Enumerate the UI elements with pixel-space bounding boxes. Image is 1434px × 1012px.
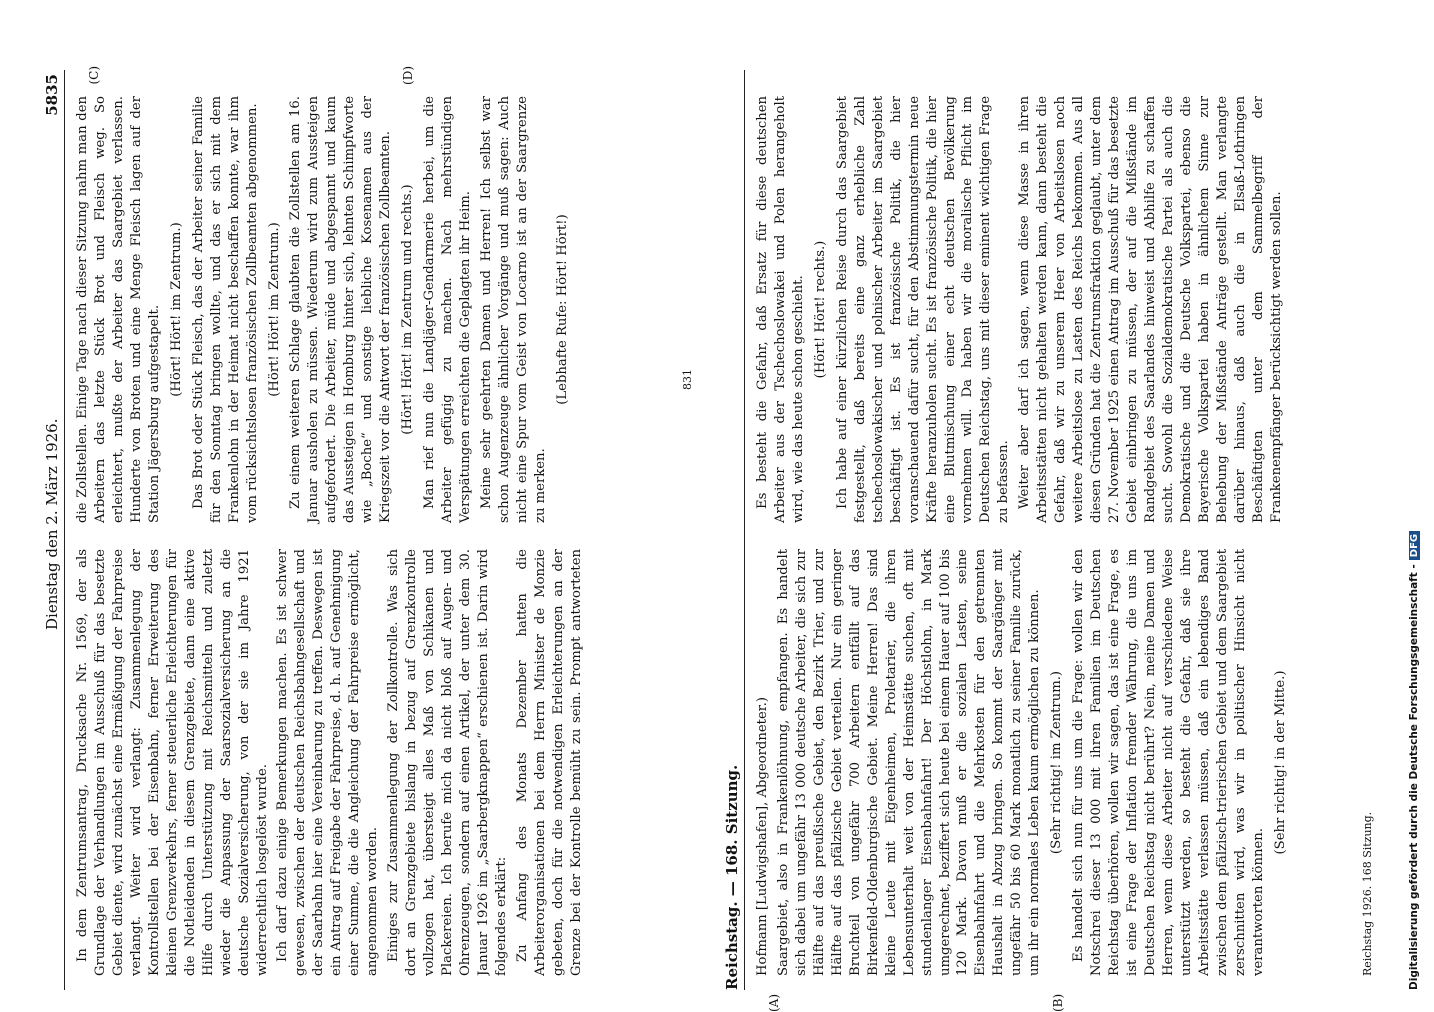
paragraph: Einiges zur Zusammenlegung der Zollkontrolle. Was sich dort an Grenzgebiete bislang in bezug auf Grenzkontrolle vollzogen hat, übersteigt alles Maß von Schikanen und Plackereien. Ich berufe mich da nicht bloß auf Augen- und Ohrenzeugen, sondern auf einen Artikel, der unter dem 30. Januar 1926 im „Saarbergknappen“ erschienen ist. Darin wird folgendes erklärt:: [386, 549, 509, 976]
credit-text: Digitalisierung gefördert durch die Deutsche Forschungsgemeinschaft -: [1408, 564, 1420, 990]
margin-marker-c: (C): [87, 66, 101, 85]
interjection: (Lebhafte Rufe: Hört! Hört!): [554, 214, 570, 405]
right-text-column: [74, 96, 680, 976]
paragraph: Saargebiet, also in Frankenlöhnung, empfangen. Es handelt sich dabei um ungefähr 13 000 deutsche Arbeiter, die sich zur Hälfte auf das preußische Gebiet, den Bezirk Trier, und zur Hälfte auf das pfälzische Gebiet verteilen. Nur ein geringer Bruchteil von ungefähr 700 Arbeitern entfällt auf das Birkenfeld-Oldenburgische Gebiet. Meine Herren! Das sind kleine Leute mit Eigenheimen, Proletarier, die ihren Lebensunterhalt weit von der Heimstätte suchen, oft mit stundenlanger Eisenbahnfahrt! Der Höchstlohn, in Mark umgerechnet, beziffert sich heute bei einem Hauer auf 100 bis 120 Mark. Davon muß er die sozialen Lasten, seine Eisenbahnfahrt und die Mehrkosten für den getrennten Haushalt in Abzug bringen. So kommt der Saargänger mit ungefähr 50 bis 60 Mark monatlich zu seiner Familie zurück, um ihr ein normales Leben kaum ermöglichen zu können.: [775, 549, 1043, 976]
interjection: (Sehr richtig! im Zentrum.): [1049, 670, 1065, 855]
paragraph: Das Brot oder Stück Fleisch, das der Arbeiter seiner Familie für den Sonntag bringen wollte, und das er sich mit dem Frankenlohn in der Heimat nicht beschaffen konnte, war ihm vom rücksichtslosen französischen Zollbeamten abgenommen.: [190, 96, 260, 523]
interjection: (Hört! Hört! rechts.): [812, 240, 828, 379]
paragraph: Zu Anfang des Monats Dezember hatten die Arbeiterorganisationen bei dem Herrn Minister de Monzie gebeten, doch für die notwendigen Erleichterungen an der Grenze bei der Kontrolle bemüht zu sein. Prompt antworteten die Zollstellen. Einige Tage nach dieser Sitzung nahm man den Arbeitern das letzte Stück Brot und Fleisch weg. So erleichtert, mußte der Arbeiter das Saargebiet verlassen. Hunderte von Broten und eine Menge Fleisch lagen auf der Station Jägersburg aufgestapelt.: [75, 96, 584, 976]
bottom-page-number: 831: [681, 369, 695, 390]
margin-marker-a: (A): [767, 993, 781, 1012]
interjection: (Hört! Hört! im Zentrum und rechts.): [400, 184, 416, 435]
paragraph: Weiter aber darf ich sagen, wenn diese Masse in ihren Arbeitsstätten nicht gehalten werden kann, dann besteht die Gefahr, daß wir zu unserem Heer von Arbeitslosen noch weitere Arbeitslose zu Lasten des Reichs bekommen. Aus all diesen Gründen hat die Zentrumsfraktion geglaubt, unter dem 27. November 1925 einen Antrag im Ausschuß für das besetzte Gebiet einbringen zu müssen, der auf die Mißstände im Randgebiet des Saarlandes hinweist und Abhilfe zu schaffen sucht. Sowohl die Sozialdemokratische Partei als auch die Demokratische und die Deutsche Volkspartei, ebenso die Bayerische Volkspartei haben in ähnlichem Sinne zur Behebung der Mißstände Anträge gestellt. Man verlangte darüber hinaus, daß auch die in Elsaß-Lothringen Beschäftigten unter dem Sammelbegriff der Frankenempfänger berücksichtigt werden sollen.: [1017, 96, 1284, 523]
paragraph: Ich darf dazu einige Bemerkungen machen. Es ist schwer gewesen, zwischen der deutschen Reichsbahngesellschaft und der Saarbahn hier eine Vereinbarung zu treffen. Deswegen ist ein Antrag auf Freigabe der Fahrpreise, d. h. auf Genehmigung einer Summe, die die Angleichung der Fahrpreise ermöglicht, angenommen worden.: [275, 549, 381, 976]
interjection: (Sehr richtig! in der Mitte.): [1272, 670, 1288, 855]
left-page-header: [720, 70, 745, 990]
header-date: Dienstag den 2. März 1926.: [43, 418, 61, 630]
footer-reichstag: Reichstag 1926. 168 Sitzung.: [1361, 811, 1375, 976]
header-session: Reichstag. — 168. Sitzung.: [723, 764, 741, 990]
right-page-half: [40, 66, 700, 990]
dfg-logo: DFG: [1409, 531, 1420, 560]
left-text-column: [754, 96, 1356, 976]
paragraph: Meine sehr geehrten Damen und Herren! Ich selbst war schon Augenzeuge ähnlicher Vorgänge und muß sagen: Auch nicht eine Spur vom Geist von Locarno ist an der Saargrenze zu merken.: [479, 96, 548, 523]
margin-marker-d: (D): [401, 66, 415, 85]
paragraph: Hofmann [Ludwigshafen], Abgeordneter.): [755, 697, 770, 976]
margin-marker-b: (B): [1051, 993, 1065, 1012]
rotated-sheet: [40, 66, 1380, 1012]
interjection: (Hört! Hört! im Zentrum.): [266, 222, 282, 397]
paragraph: Es besteht die Gefahr, daß Ersatz für diese deutschen Arbeiter aus der Tschechoslowakei und Polen herangeholt wird, wie das heute schon geschieht.: [755, 96, 806, 523]
paragraph: Ich habe auf einer kürzlichen Reise durch das Saargebiet festgestellt, daß bereits eine ganz erhebliche Zahl tschechoslowakischer und polnischer Arbeiter im Saargebiet beschäftigt ist. Es ist französische Politik, die hier voranschauend dafür sucht, für den Abstimmungstermin neue Kräfte heranzuholen sucht. Es ist französische Politik, die hier eine Blutmischung einer echt deutschen Bevölkerung vornehmen will. Da haben wir die moralische Pflicht im Deutschen Reichstag, uns mit dieser eminent wichtigen Frage zu befassen.: [834, 96, 1012, 523]
interjection: (Hört! Hört! im Zentrum.): [168, 222, 184, 397]
paragraph: In dem Zentrumsantrag, Drucksache Nr. 1569, der als Grundlage der Verhandlungen im Ausschuß für das besetzte Gebiet diente, wird zunächst eine Ermäßigung der Fahrpreise verlangt. Weiter wird verlangt: Zusammenlegung der Kontrollstellen bei der Eisenbahn, ferner Erweiterung des kleinen Grenzverkehrs, ferner steuerliche Erleichterungen für die Notleidenden in diesem Grenzgebiete, dann eine aktive Hilfe durch Unterstützung mit Reichsmitteln und zuletzt wieder die Anpassung der Saarsozialversicherung an die deutsche Sozialversicherung, von der sie im Jahre 1921 widerrechtlich losgelöst wurde.: [75, 549, 270, 976]
paragraph: Man rief nun die Landjäger-Gendarmerie herbei, um die Arbeiter gefügig zu machen. Nach mehrstündigen Verspätungen erreichten die Geplagten ihr Heim.: [422, 96, 474, 523]
left-page-half: [720, 70, 1380, 1012]
right-page-header: [40, 70, 65, 990]
paragraph: Zu einem weiteren Schlage glaubten die Zollstellen am 16. Januar ausholen zu müssen. Wiederum wird zum Aussteigen aufgefordert. Die Arbeiter, müde und abgespannt und kaum das Aussteigen in Homburg hinter sich, lehnten Schimpfworte wie „Boche“ und sonstige liebliche Kosenamen aus der Kriegszeit vor die Antwort der französischen Zollbeamten.: [288, 96, 394, 523]
header-page-number: 5835: [43, 74, 61, 116]
paragraph: Es handelt sich nun für uns um die Frage: wollen wir den Notschrei dieser 13 000 mit ihren Familien im Deutschen Reichstag überhören, wollen wir sagen, das ist eine Frage, es ist eine Frage der Inflation fremder Währung, die uns im Deutschen Reichstag nicht berührt? Nein, meine Damen und Herren, wenn diese Arbeiter nicht auf verschiedene Weise unterstützt werden, so besteht die Gefahr, daß sie ihre Arbeitsstätte verlassen müssen, daß ein lebendiges Band zwischen dem pfälzisch-trierischen Gebiet und dem Saargebiet zerschnitten wird, was wir in politischer Hinsicht nicht verantworten können.: [1071, 549, 1266, 976]
digitization-credit: [1408, 6, 1430, 996]
